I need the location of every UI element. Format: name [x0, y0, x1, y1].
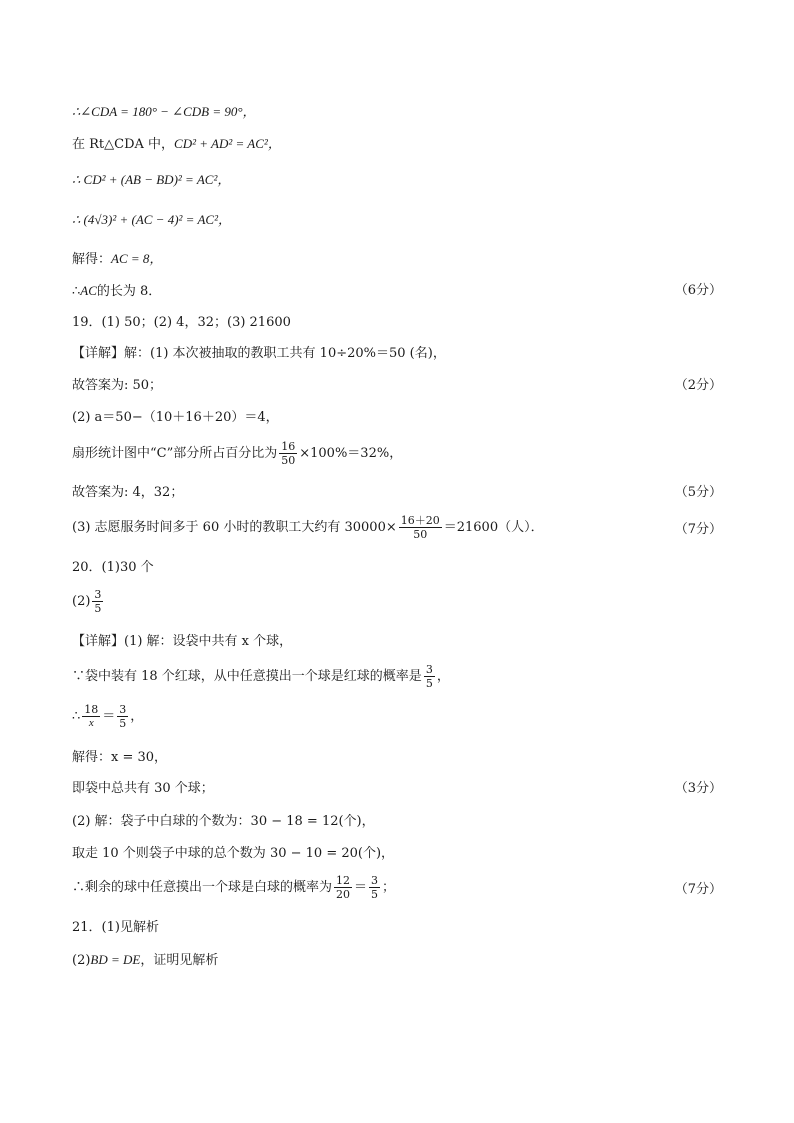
question-20-part-2: (2) 解：袋子中白球的个数为：30 − 18 = 12(个)， — [72, 814, 375, 829]
score-badge: （7分） — [674, 882, 722, 897]
fraction: $\frac{3}{5}$ — [119, 703, 127, 730]
question-20-equation: ∴ $\frac{18}{x}$ ＝ $\frac{3}{5}$ ， — [72, 703, 144, 730]
question-19-answer-2: 故答案为: 4，32； — [72, 485, 184, 500]
question-21-answer-2: (2)BD = DE，证明见解析 — [72, 952, 219, 968]
question-20-answer-1: 20．(1)30 个 — [72, 560, 154, 575]
question-20-bag: ∵袋中装有 18 个红球，从中任意摸出一个球是红球的概率是 $\frac{3}{5}$ ， — [72, 663, 450, 690]
step-conclusion: ∴AC的长为 8． — [72, 283, 162, 299]
step-angle-cda: ∴∠CDA = 180° − ∠CDB = 90°， — [72, 104, 256, 119]
question-20-take: 取走 10 个则袋子中球的总个数为 30 − 10 = 20(个)， — [72, 846, 395, 861]
score-badge: （5分） — [674, 485, 722, 500]
fraction: $\frac{18}{x}$ — [84, 703, 99, 729]
step-solve: 解得：AC = 8， — [72, 251, 163, 267]
question-21-answer-1: 21．(1)见解析 — [72, 920, 159, 935]
question-20-total: 即袋中总共有 30 个球； — [72, 781, 214, 796]
fraction: $\frac{3}{5}$ — [94, 588, 102, 615]
question-19-answer-1: 故答案为: 50； — [72, 378, 163, 393]
question-20-detail: 【详解】(1) 解：设袋中共有 x 个球， — [72, 634, 293, 649]
step-substitute: ∴ CD² + (AB − BD)² = AC²， — [72, 172, 231, 187]
question-20-answer-2: (2) $\frac{3}{5}$ — [72, 588, 102, 615]
fraction: $\frac{12}{20}$ — [336, 874, 351, 901]
fraction: $\frac{3}{5}$ — [371, 874, 379, 901]
question-19-pie-percent: 扇形统计图中“C”部分所占百分比为 $\frac{16}{50}$ ×100%＝32%， — [72, 440, 403, 467]
fraction: $\frac{16+20}{50}$ — [400, 514, 440, 541]
step-numeric: ∴ (4√3)² + (AC − 4)² = AC²， — [72, 212, 231, 227]
question-19-part-3: (3) 志愿服务时间多于 60 小时的教职工大约有 30000× $\frac{16+20}{50}$ ＝21600（人）． — [72, 514, 544, 541]
fraction: $\frac{3}{5}$ — [425, 663, 433, 690]
score-badge: （3分） — [674, 781, 722, 796]
step-right-triangle: 在 Rt△CDA 中，CD² + AD² = AC²， — [72, 136, 281, 152]
score-badge: （6分） — [674, 283, 722, 298]
fraction: $\frac{16}{50}$ — [281, 440, 296, 467]
question-19-detail: 【详解】解：(1) 本次被抽取的教职工共有 10÷20%＝50 (名)， — [72, 346, 446, 361]
question-19-part-2: (2) a＝50−（10＋16＋20）＝4， — [72, 410, 279, 425]
question-20-rest: ∴剩余的球中任意摸出一个球是白球的概率为 $\frac{12}{20}$ ＝ $\frac{3}{5}$ ； — [72, 874, 396, 901]
question-19-answer: 19．(1) 50；(2) 4，32；(3) 21600 — [72, 315, 291, 330]
score-badge: （2分） — [674, 378, 722, 393]
question-20-solve: 解得：x = 30， — [72, 750, 168, 765]
score-badge: （7分） — [674, 522, 722, 537]
